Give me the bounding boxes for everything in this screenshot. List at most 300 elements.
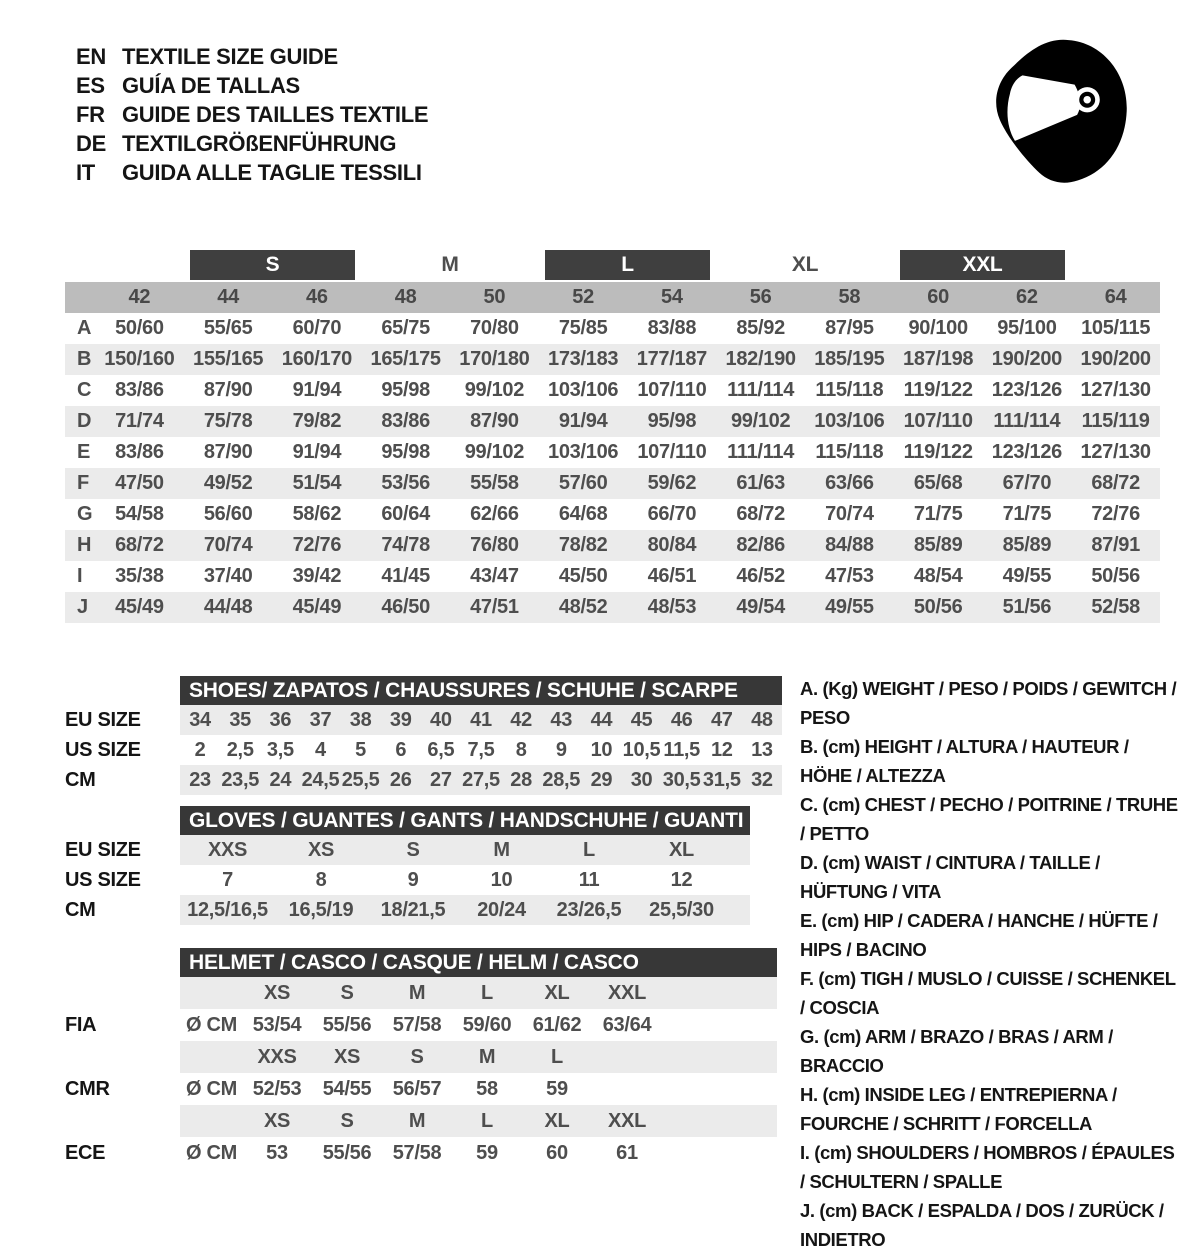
size-value-cell: 160/170 — [281, 348, 352, 370]
size-value-cell: 44/48 — [203, 596, 253, 618]
size-value-cell: 115/119 — [1081, 410, 1150, 432]
row-band — [180, 895, 750, 925]
size-value-cell: 71/75 — [913, 503, 963, 525]
size-value-cell: 59/62 — [647, 472, 697, 494]
size-group-m: M — [441, 253, 459, 276]
size-value-cell: 123/126 — [991, 441, 1062, 463]
size-value-cell: 107/110 — [637, 441, 707, 463]
measurement-legend — [800, 674, 1182, 1254]
size-value-cell: 46 — [670, 708, 693, 731]
row-key-label: D — [77, 410, 92, 432]
size-value-cell: 87/91 — [1091, 534, 1140, 556]
size-value-cell: 42 — [510, 708, 532, 731]
helmet-data-row-fia — [65, 1009, 777, 1041]
size-value-cell: 49/55 — [1002, 565, 1052, 587]
size-value-cell: 47 — [710, 708, 733, 731]
size-value-cell: 52/53 — [252, 1077, 302, 1100]
eu-size-cell: 56 — [749, 286, 772, 308]
row-band — [180, 735, 782, 765]
size-value-cell: 58/62 — [292, 503, 342, 525]
size-value-cell: 24 — [269, 768, 292, 791]
size-value-cell: 127/130 — [1080, 441, 1151, 463]
size-value-cell: 53/56 — [381, 472, 430, 494]
size-value-cell: 78/82 — [558, 534, 608, 556]
size-value-cell: 20/24 — [477, 898, 526, 921]
size-value-cell: 95/100 — [997, 317, 1057, 339]
row-key-label: I — [77, 565, 83, 587]
size-value-cell: 83/86 — [115, 379, 164, 401]
size-value-cell: 71/74 — [115, 410, 164, 432]
size-value-cell: 6,5 — [427, 738, 455, 761]
legend-item: C. (cm) CHEST / PECHO / POITRINE / TRUHE / PETTO — [800, 794, 1178, 844]
size-value-cell: 30 — [630, 768, 653, 791]
size-value-cell: 50/56 — [913, 596, 963, 618]
size-value-cell: 85/89 — [913, 534, 963, 556]
size-value-cell: S — [406, 838, 420, 861]
size-group-s — [184, 250, 362, 280]
size-value-cell: 45 — [630, 708, 653, 731]
language-code: DE — [76, 130, 106, 156]
size-value-cell: XXL — [608, 981, 646, 1004]
eu-size-cell: 46 — [306, 286, 328, 308]
size-value-cell: 11 — [578, 868, 600, 891]
shoes-row — [65, 705, 782, 735]
size-value-cell: 111/114 — [993, 410, 1061, 432]
row-band — [180, 1105, 777, 1137]
language-code: ES — [76, 72, 105, 98]
size-value-cell: 25,5 — [341, 768, 380, 791]
size-value-cell: 44 — [590, 708, 613, 731]
size-value-cell: 11,5 — [663, 738, 700, 761]
size-value-cell: 30,5 — [662, 768, 701, 791]
legend-item: A. (Kg) WEIGHT / PESO / POIDS / GEWITCH / PESO — [800, 678, 1177, 728]
size-value-cell: 49/52 — [203, 472, 253, 494]
size-value-cell: 23/26,5 — [556, 898, 622, 921]
legend-item: J. (cm) BACK / ESPALDA / DOS / ZURÜCK / INDIETRO — [800, 1200, 1164, 1250]
row-key-label: J — [77, 596, 88, 618]
row-band — [180, 1041, 777, 1073]
size-value-cell: 177/187 — [636, 348, 707, 370]
row-key-label: E — [77, 441, 91, 463]
size-value-cell: 47/50 — [115, 472, 164, 494]
size-value-cell: 39/42 — [292, 565, 342, 587]
size-value-cell: 83/88 — [647, 317, 697, 339]
size-value-cell: 55/56 — [322, 1141, 372, 1164]
size-value-cell: 63/64 — [602, 1013, 652, 1036]
row-band — [180, 865, 750, 895]
language-code: EN — [76, 43, 106, 69]
gloves-rows — [65, 835, 750, 925]
size-value-cell: 61/63 — [736, 472, 785, 494]
size-value-cell: 8 — [315, 868, 327, 891]
size-value-cell: 7 — [222, 868, 233, 891]
size-value-cell: 59/60 — [462, 1013, 512, 1036]
size-value-cell: 84/88 — [825, 534, 874, 556]
row-label: CM — [65, 898, 96, 921]
helmet-data-row-cmr — [65, 1073, 777, 1105]
size-value-cell: S — [340, 981, 354, 1004]
size-value-cell: 43 — [550, 708, 573, 731]
size-value-cell: 87/90 — [470, 410, 519, 432]
size-value-cell: 99/102 — [464, 379, 525, 401]
size-groups-row — [65, 250, 1160, 280]
size-group-bar: S — [190, 250, 356, 280]
size-value-cell: 27 — [430, 768, 452, 791]
row-label: US SIZE — [65, 738, 141, 761]
helmet-size-header-row — [65, 1041, 777, 1073]
shoes-rows — [65, 705, 782, 795]
size-value-cell: 47/51 — [470, 596, 519, 618]
diameter-unit-label: Ø CM — [186, 1013, 238, 1036]
size-value-cell: 115/118 — [815, 379, 884, 401]
size-value-cell: 41/45 — [381, 565, 430, 587]
size-value-cell: 91/94 — [292, 379, 342, 401]
row-label — [65, 1041, 180, 1073]
size-value-cell: 2,5 — [226, 738, 254, 761]
size-value-cell: XXL — [608, 1109, 646, 1132]
size-value-cell: 91/94 — [292, 441, 342, 463]
size-value-cell: 85/89 — [1002, 534, 1052, 556]
size-value-cell: 68/72 — [1091, 472, 1140, 494]
size-value-cell: 107/110 — [903, 410, 973, 432]
size-value-cell: 48 — [751, 708, 773, 731]
helmet-size-header-row — [65, 1105, 777, 1137]
size-value-cell: 26 — [389, 768, 412, 791]
size-value-cell: 72/76 — [292, 534, 342, 556]
size-value-cell: 60/64 — [381, 503, 430, 525]
size-value-cell: L — [551, 1045, 563, 1068]
eu-size-cell: 52 — [572, 286, 594, 308]
row-band — [180, 1073, 777, 1105]
eu-size-cell: 50 — [483, 286, 506, 308]
size-value-cell: 103/106 — [548, 441, 619, 463]
measurement-row-i — [65, 561, 1160, 592]
eu-size-header-band — [65, 282, 1160, 313]
size-value-cell: 51/56 — [1002, 596, 1052, 618]
size-value-cell: 47/53 — [825, 565, 874, 587]
row-label: CMR — [65, 1077, 110, 1100]
helmet-title-bar: HELMET / CASCO / CASQUE / HELM / CASCO — [180, 948, 777, 977]
size-value-cell: 72/76 — [1091, 503, 1140, 525]
row-key-label: B — [77, 348, 92, 370]
language-row — [76, 158, 428, 187]
row-band — [180, 705, 782, 735]
size-value-cell: 111/114 — [727, 441, 795, 463]
size-value-cell: 62/66 — [470, 503, 519, 525]
eu-size-cell: 64 — [1104, 286, 1127, 308]
size-value-cell: XXS — [207, 838, 248, 861]
size-value-cell: 28 — [510, 768, 532, 791]
size-value-cell: 6 — [395, 738, 407, 761]
size-value-cell: 74/78 — [381, 534, 430, 556]
measurement-rows — [65, 313, 1160, 623]
size-value-cell: 150/160 — [104, 348, 175, 370]
size-value-cell: 56/60 — [203, 503, 253, 525]
eu-size-cell: 48 — [394, 286, 417, 308]
size-value-cell: 57/58 — [392, 1141, 442, 1164]
size-value-cell: 173/183 — [548, 348, 619, 370]
size-value-cell: 123/126 — [991, 379, 1062, 401]
row-key-label: F — [77, 472, 89, 494]
size-value-cell: 59 — [476, 1141, 498, 1164]
size-value-cell: 60 — [546, 1141, 568, 1164]
size-value-cell: 111/114 — [727, 379, 795, 401]
size-value-cell: M — [408, 1109, 426, 1132]
size-value-cell: 99/102 — [464, 441, 525, 463]
language-label: TEXTILE SIZE GUIDE — [122, 43, 338, 69]
size-value-cell: 155/165 — [193, 348, 264, 370]
gloves-row — [65, 895, 750, 925]
row-band — [180, 1137, 777, 1169]
size-value-cell: 12 — [710, 738, 733, 761]
language-label: TEXTILGRÖßENFÜHRUNG — [122, 130, 397, 156]
size-value-cell: 12 — [670, 868, 693, 891]
size-value-cell: 107/110 — [637, 379, 707, 401]
size-value-cell: 45/50 — [558, 565, 608, 587]
language-label: GUIDE DES TAILLES TEXTILE — [122, 101, 429, 127]
size-value-cell: 46/52 — [736, 565, 785, 587]
row-label: CM — [65, 768, 96, 791]
language-code: FR — [76, 101, 105, 127]
size-value-cell: 37 — [309, 708, 332, 731]
size-value-cell: 55/65 — [203, 317, 253, 339]
size-value-cell: 63/66 — [825, 472, 874, 494]
size-value-cell: 56/57 — [392, 1077, 442, 1100]
size-value-cell: 50/60 — [115, 317, 164, 339]
size-value-cell: 29 — [590, 768, 613, 791]
language-label: GUÍA DE TALLAS — [122, 72, 300, 98]
legend-item: B. (cm) HEIGHT / ALTURA / HAUTEUR / HÖHE / ALTEZZA — [800, 736, 1129, 786]
language-code: IT — [76, 159, 95, 185]
size-value-cell: 18/21,5 — [380, 898, 446, 921]
size-value-cell: 165/175 — [370, 348, 441, 370]
size-value-cell: 65/75 — [381, 317, 430, 339]
size-value-cell: 3,5 — [266, 738, 294, 761]
size-value-cell: L — [481, 981, 493, 1004]
row-band — [180, 765, 782, 795]
legend-item: H. (cm) INSIDE LEG / ENTREPIERNA / FOURCHE / SCHRITT / FORCELLA — [800, 1084, 1117, 1134]
size-value-cell: 49/54 — [736, 596, 785, 618]
shoes-row — [65, 735, 782, 765]
size-value-cell: 95/98 — [647, 410, 697, 432]
size-value-cell: 35 — [229, 708, 252, 731]
language-list — [76, 42, 428, 187]
legend-item: E. (cm) HIP / CADERA / HANCHE / HÜFTE / HIPS / BACINO — [800, 910, 1158, 960]
size-group-bar: XXL — [900, 250, 1066, 280]
size-value-cell: 68/72 — [115, 534, 164, 556]
size-value-cell: 31,5 — [702, 768, 741, 791]
size-value-cell: 40 — [430, 708, 452, 731]
size-value-cell: XS — [307, 838, 335, 861]
size-group-xxl — [894, 250, 1072, 280]
size-value-cell: 45/49 — [292, 596, 342, 618]
size-value-cell: 60/70 — [292, 317, 342, 339]
size-value-cell: 48/53 — [647, 596, 697, 618]
row-band — [180, 1009, 777, 1041]
size-value-cell: 39 — [389, 708, 412, 731]
size-value-cell: 41 — [470, 708, 492, 731]
size-value-cell: 58 — [476, 1077, 498, 1100]
size-value-cell: 185/195 — [814, 348, 885, 370]
size-value-cell: XS — [333, 1045, 361, 1068]
size-value-cell: 53/54 — [252, 1013, 302, 1036]
size-value-cell: 50/56 — [1091, 565, 1140, 587]
size-value-cell: 59 — [546, 1077, 568, 1100]
row-label: EU SIZE — [65, 708, 141, 731]
size-value-cell: 61/62 — [532, 1013, 582, 1036]
size-value-cell: 25,5/30 — [649, 898, 714, 921]
size-value-cell: 119/122 — [903, 441, 973, 463]
measurement-row-d — [65, 406, 1160, 437]
shoes-title-bar: SHOES/ ZAPATOS / CHAUSSURES / SCHUHE / SCARPE — [180, 676, 782, 705]
size-group-spacer — [65, 250, 184, 280]
size-value-cell: 51/54 — [292, 472, 342, 494]
size-value-cell: 27,5 — [462, 768, 500, 791]
size-value-cell: 70/80 — [470, 317, 519, 339]
size-value-cell: XL — [544, 981, 570, 1004]
size-value-cell: 28,5 — [542, 768, 581, 791]
size-value-cell: L — [481, 1109, 493, 1132]
row-label: EU SIZE — [65, 838, 141, 861]
eu-size-cell: 62 — [1016, 286, 1038, 308]
size-value-cell: 24,5 — [301, 768, 340, 791]
gloves-row — [65, 835, 750, 865]
size-value-cell: 10,5 — [622, 738, 661, 761]
size-value-cell: 36 — [269, 708, 292, 731]
size-value-cell: 76/80 — [470, 534, 519, 556]
size-value-cell: 68/72 — [736, 503, 785, 525]
size-value-cell: 87/90 — [203, 441, 253, 463]
size-value-cell: 32 — [751, 768, 773, 791]
legend-item: F. (cm) TIGH / MUSLO / CUISSE / SCHENKEL / COSCIA — [800, 968, 1176, 1018]
gloves-table — [65, 806, 750, 925]
size-value-cell: XS — [263, 981, 291, 1004]
size-value-cell: 10 — [490, 868, 513, 891]
size-value-cell: 48/52 — [558, 596, 608, 618]
size-value-cell: 190/200 — [991, 348, 1062, 370]
size-value-cell: 115/118 — [815, 441, 884, 463]
size-value-cell: 190/200 — [1080, 348, 1151, 370]
measurement-row-h — [65, 530, 1160, 561]
helmet-table — [65, 948, 777, 1169]
size-value-cell: 12,5/16,5 — [187, 898, 268, 921]
size-value-cell: 13 — [751, 738, 773, 761]
size-value-cell: 5 — [355, 738, 366, 761]
size-value-cell: 66/70 — [647, 503, 697, 525]
textile-size-table — [65, 250, 1160, 623]
size-value-cell: 23 — [189, 768, 211, 791]
row-band — [180, 835, 750, 865]
size-value-cell: 87/90 — [203, 379, 253, 401]
size-value-cell: 182/190 — [725, 348, 796, 370]
size-value-cell: 37/40 — [203, 565, 253, 587]
helmet-rows — [65, 977, 777, 1169]
size-value-cell: 105/115 — [1081, 317, 1151, 339]
size-value-cell: 67/70 — [1002, 472, 1052, 494]
eu-size-cell: 60 — [927, 286, 949, 308]
row-label: US SIZE — [65, 868, 141, 891]
size-value-cell: 9 — [555, 738, 567, 761]
measurement-row-g — [65, 499, 1160, 530]
gloves-title-bar: GLOVES / GUANTES / GANTS / HANDSCHUHE / GUANTI — [180, 806, 750, 835]
size-value-cell: S — [340, 1109, 354, 1132]
size-value-cell: 45/49 — [115, 596, 164, 618]
size-value-cell: 95/98 — [381, 379, 430, 401]
size-value-cell: 75/78 — [203, 410, 253, 432]
measurement-row-a — [65, 313, 1160, 344]
size-value-cell: 35/38 — [115, 565, 164, 587]
legend-item: D. (cm) WAIST / CINTURA / TAILLE / HÜFTUNG / VITA — [800, 852, 1100, 902]
size-value-cell: 79/82 — [292, 410, 342, 432]
eu-size-cell: 54 — [661, 286, 683, 308]
size-value-cell: 95/98 — [381, 441, 430, 463]
size-value-cell: 119/122 — [903, 379, 973, 401]
row-label — [65, 1105, 180, 1137]
eu-band-spacer — [65, 282, 95, 313]
size-group-bar: L — [545, 250, 711, 280]
size-value-cell: 10 — [590, 738, 613, 761]
size-value-cell: 64/68 — [558, 503, 608, 525]
size-value-cell: 87/95 — [825, 317, 874, 339]
measurement-row-j — [65, 592, 1160, 623]
size-value-cell: M — [408, 981, 426, 1004]
eu-size-cell: 42 — [128, 286, 151, 308]
row-band — [180, 977, 777, 1009]
helmet-data-row-ece — [65, 1137, 777, 1169]
size-value-cell: 83/86 — [115, 441, 164, 463]
language-row — [76, 100, 428, 129]
size-value-cell: 103/106 — [814, 410, 885, 432]
size-value-cell: 54/58 — [115, 503, 164, 525]
size-value-cell: M — [478, 1045, 496, 1068]
size-value-cell: 127/130 — [1080, 379, 1151, 401]
size-value-cell: S — [410, 1045, 424, 1068]
size-value-cell: L — [583, 838, 595, 861]
size-value-cell: 61 — [616, 1141, 638, 1164]
size-value-cell: XXS — [257, 1045, 297, 1068]
language-row — [76, 42, 428, 71]
size-value-cell: 75/85 — [558, 317, 608, 339]
row-key-label: G — [77, 503, 93, 525]
diameter-unit-label: Ø CM — [186, 1141, 238, 1164]
size-value-cell: 9 — [407, 868, 419, 891]
size-value-cell: 55/56 — [322, 1013, 372, 1036]
size-value-cell: 65/68 — [913, 472, 963, 494]
measurement-row-e — [65, 437, 1160, 468]
size-value-cell: 57/60 — [558, 472, 608, 494]
size-value-cell: 7,5 — [467, 738, 495, 761]
eu-size-cell: 58 — [838, 286, 861, 308]
size-value-cell: 8 — [515, 738, 527, 761]
eu-size-cell: 44 — [217, 286, 239, 308]
row-label: ECE — [65, 1141, 106, 1164]
language-label: GUIDA ALLE TAGLIE TESSILI — [122, 159, 422, 185]
size-value-cell: 170/180 — [459, 348, 530, 370]
size-value-cell: 187/198 — [903, 348, 974, 370]
row-label — [65, 977, 180, 1009]
size-value-cell: 83/86 — [381, 410, 430, 432]
size-value-cell: 103/106 — [548, 379, 619, 401]
row-label: FIA — [65, 1013, 97, 1036]
size-value-cell: M — [493, 838, 510, 861]
size-value-cell: XL — [544, 1109, 570, 1132]
size-value-cell: 49/55 — [825, 596, 874, 618]
size-group-l — [539, 250, 717, 280]
row-key-label: A — [77, 317, 92, 339]
size-value-cell: 80/84 — [647, 534, 697, 556]
shoes-row — [65, 765, 782, 795]
measurement-row-c — [65, 375, 1160, 406]
